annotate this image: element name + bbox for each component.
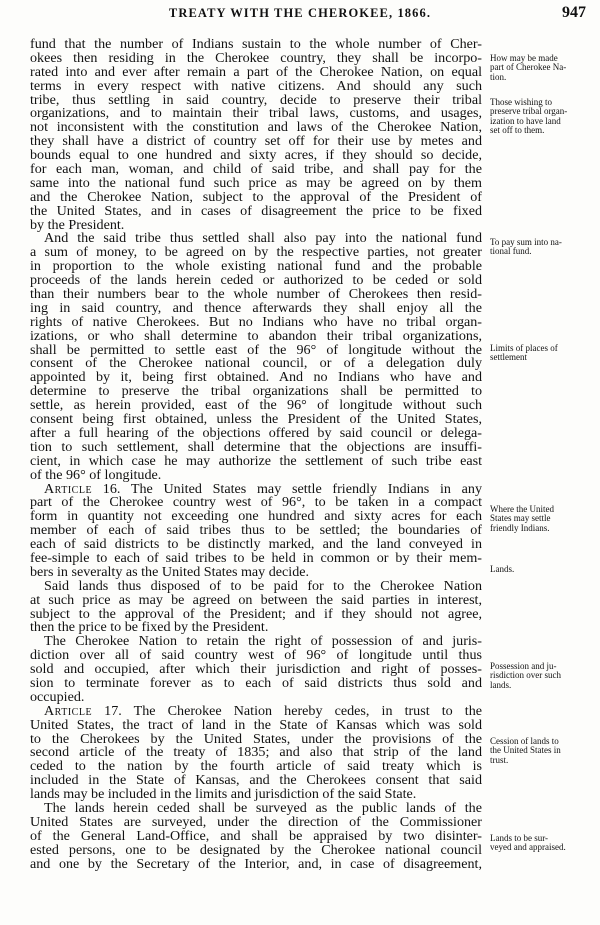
margin-note [490,834,590,853]
text-line: second article of the treaty of 1835; and also that strip of the land [30,744,482,761]
text-line: United States are surveyed, under the direction of the Commissioner [30,813,482,830]
margin-note-line: Lands. [490,564,515,574]
body-text [30,38,482,871]
text-line: to the Cherokees by the United States, under the provisions of the [30,730,482,747]
text-line: for each man, woman, and child of said tribe, and shall pay for the [30,161,482,178]
text-line: The lands herein ceded shall be surveyed as the public lands of the [44,799,482,816]
text-line: fee-simple to each of said tribes to be held in common or by their mem- [30,549,482,566]
text-line: same into the national fund such price as may be agreed on by them [30,174,482,191]
margin-note-line: preserve tribal organ- [490,106,568,117]
text-line: tribe, thus settling in said country, decide to preserve their tribal [30,91,482,108]
text-line: sion to terminate forever as to each of said districts thus sold and [30,674,482,691]
text-line: The Cherokee Nation to retain the right of possession of and juris- [44,633,482,650]
margin-note-line: friendly Indians. [490,522,550,533]
text-line: of the 96° of longitude. [30,466,162,483]
text-line: tion to such settlement, shall determine that the objections are insuffi- [30,438,482,455]
margin-note-line: Lands to be sur- [490,833,549,843]
text-line: member of each of said tribes thus to be settled; the boundaries of [30,522,482,539]
text-line: appointed by it, being first obtained. And no Indians who have and [30,369,482,386]
text-line: Said lands thus disposed of to be paid for to the Cherokee Nation [44,577,482,594]
page-number: 947 [562,4,586,21]
text-line: diction over all of said country west of 96° of longitude until thus [30,647,482,664]
text-line: sold and occupied, after which their jurisdiction and right of posses- [30,661,482,678]
text-line: after a full hearing of the objections offered by said council or delega- [30,424,482,441]
margin-note-line: How may be made [490,53,558,63]
margin-note-line: States may settle [490,513,551,524]
margin-note [490,344,590,363]
margin-note-line: ization to have land [490,115,561,126]
text-line: fund that the number of Indians sustain to the whole number of Cher- [30,36,482,52]
text-line: settle, as herein provided, east of the 96° of longitude without such [30,397,482,414]
text-line: consent being first obtained, unless the President of the United States, [30,411,482,428]
text-line: subject to the approval of the President; and if they should not agree, [30,605,482,622]
text-line: And the said tribe thus settled shall also pay into the national fund [44,230,482,247]
text-line: and the Cherokee Nation, subject to the approval of the President of [30,188,482,205]
margin-note [490,98,590,135]
text-line: izations, or who shall determine to abandon their tribal organizations, [30,327,482,344]
margin-note [490,737,590,765]
text-line: included in the State of Kansas, and the Cherokees consent that said [30,772,482,789]
margin-note-line: tion. [490,71,507,82]
margin-note [490,505,590,533]
text-line: organizations, and to maintain their tribal laws, customs, and usages, [30,105,482,122]
margin-note-line: part of Cherokee Na- [490,62,567,73]
margin-note-line: To pay sum into na- [490,237,562,247]
margin-note-line: trust. [490,754,509,765]
margin-note-line: veyed and appraised. [490,842,566,853]
text-line: ceded to the nation by the fourth article of said treaty which is [30,758,482,775]
text-line: form in quantity not exceeding one hundred and sixty acres for each [30,508,482,525]
text-line: of the General Land-Office, and shall be appraised by two disinter- [30,827,482,844]
article-label: Article [44,702,93,719]
text-line: shall be permitted to settle east of the 96° of longitude without the [30,341,482,358]
text-line: rated into and ever after remain a part of the Cherokee Nation, on equal [30,63,482,80]
text-line: the United States, and in cases of disagreement the price to be fixed [30,202,482,219]
margin-note-line: Possession and ju- [490,661,557,671]
text-line: consent of the Cherokee national council, or of a delegation duly [30,355,482,372]
text-line: occupied. [30,688,85,705]
text-line: part of the Cherokee country west of 96°, to be taken in a compact [30,494,482,511]
text-line: they shall have a district of country set off for their use by metes and [30,133,482,150]
text-line: not inconsistent with the constitution and laws of the Cherokee Nation, [30,119,482,136]
text-line: terms in every respect with native citizens. And should any such [30,77,482,94]
margin-note-line: the United States in [490,745,561,756]
running-title: TREATY WITH THE CHEROKEE, 1866. [168,6,432,20]
page-header [0,6,600,26]
text-line: cient, in which case he may authorize the settlement of such tribe east [30,452,482,469]
margin-note-line: Limits of places of [490,343,558,353]
text-line: United States, the tract of land in the State of Kansas which was sold [30,716,482,733]
text-line: then the price to be fixed by the President. [30,619,269,636]
margin-note [490,238,590,257]
margin-note-line: tional fund. [490,246,532,257]
text-line: and one by the Secretary of the Interior, and, in case of disagreement, [30,855,482,872]
text-line: each of said districts to be distinctly marked, and the land conveyed in [30,536,482,553]
text-line: bers in severalty as the United States may decide. [30,563,310,580]
text-line: determine to preserve the tribal organizations shall be permitted to [30,383,482,400]
article-heading-line: Article 16. The United States may settle friendly Indians in any [44,480,482,497]
text-line: by the President. [30,216,125,233]
margin-note-line: settlement [490,352,527,363]
margin-note-line: Cession of lands to [490,736,559,746]
margin-note [490,662,590,690]
margin-note-line: risdiction over such [490,670,561,681]
text-line: ing in said country, and thence afterwards they shall enjoy all the [30,299,482,316]
margin-note [490,54,590,82]
text-line: at such price as may be agreed on between the said parties in interest, [30,591,482,608]
text-line: bounds equal to one hundred and sixty acres, if they should so decide, [30,147,482,164]
text-line: lands may be included in the limits and jurisdiction of the said State. [30,786,417,803]
text-line: ested persons, one to be designated by the Cherokee national council [30,841,482,858]
margin-note-line: Where the United [490,504,554,514]
text-line: rights of native Cherokees. But no Indians who have no tribal organ- [30,313,482,330]
text-line: proceeds of the lands herein ceded or authorized to be ceded or sold [30,272,482,289]
margin-note-line: lands. [490,679,512,690]
margin-note [490,565,590,574]
article-label: Article [44,480,93,497]
margin-note-line: Those wishing to [490,97,552,107]
text-line: in proportion to the whole existing national fund and the probable [30,258,482,275]
text-line: a sum of money, to be agreed on by the respective parties, not greater [30,244,482,261]
text-line: okees then residing in the Cherokee country, they shall be incorpo- [30,49,482,66]
article-heading-line: Article 17. The Cherokee Nation hereby cedes, in trust to the [44,702,482,719]
text-line: than their numbers bear to the whole number of Cherokees then resid- [30,286,482,303]
margin-note-line: set off to them. [490,124,545,135]
